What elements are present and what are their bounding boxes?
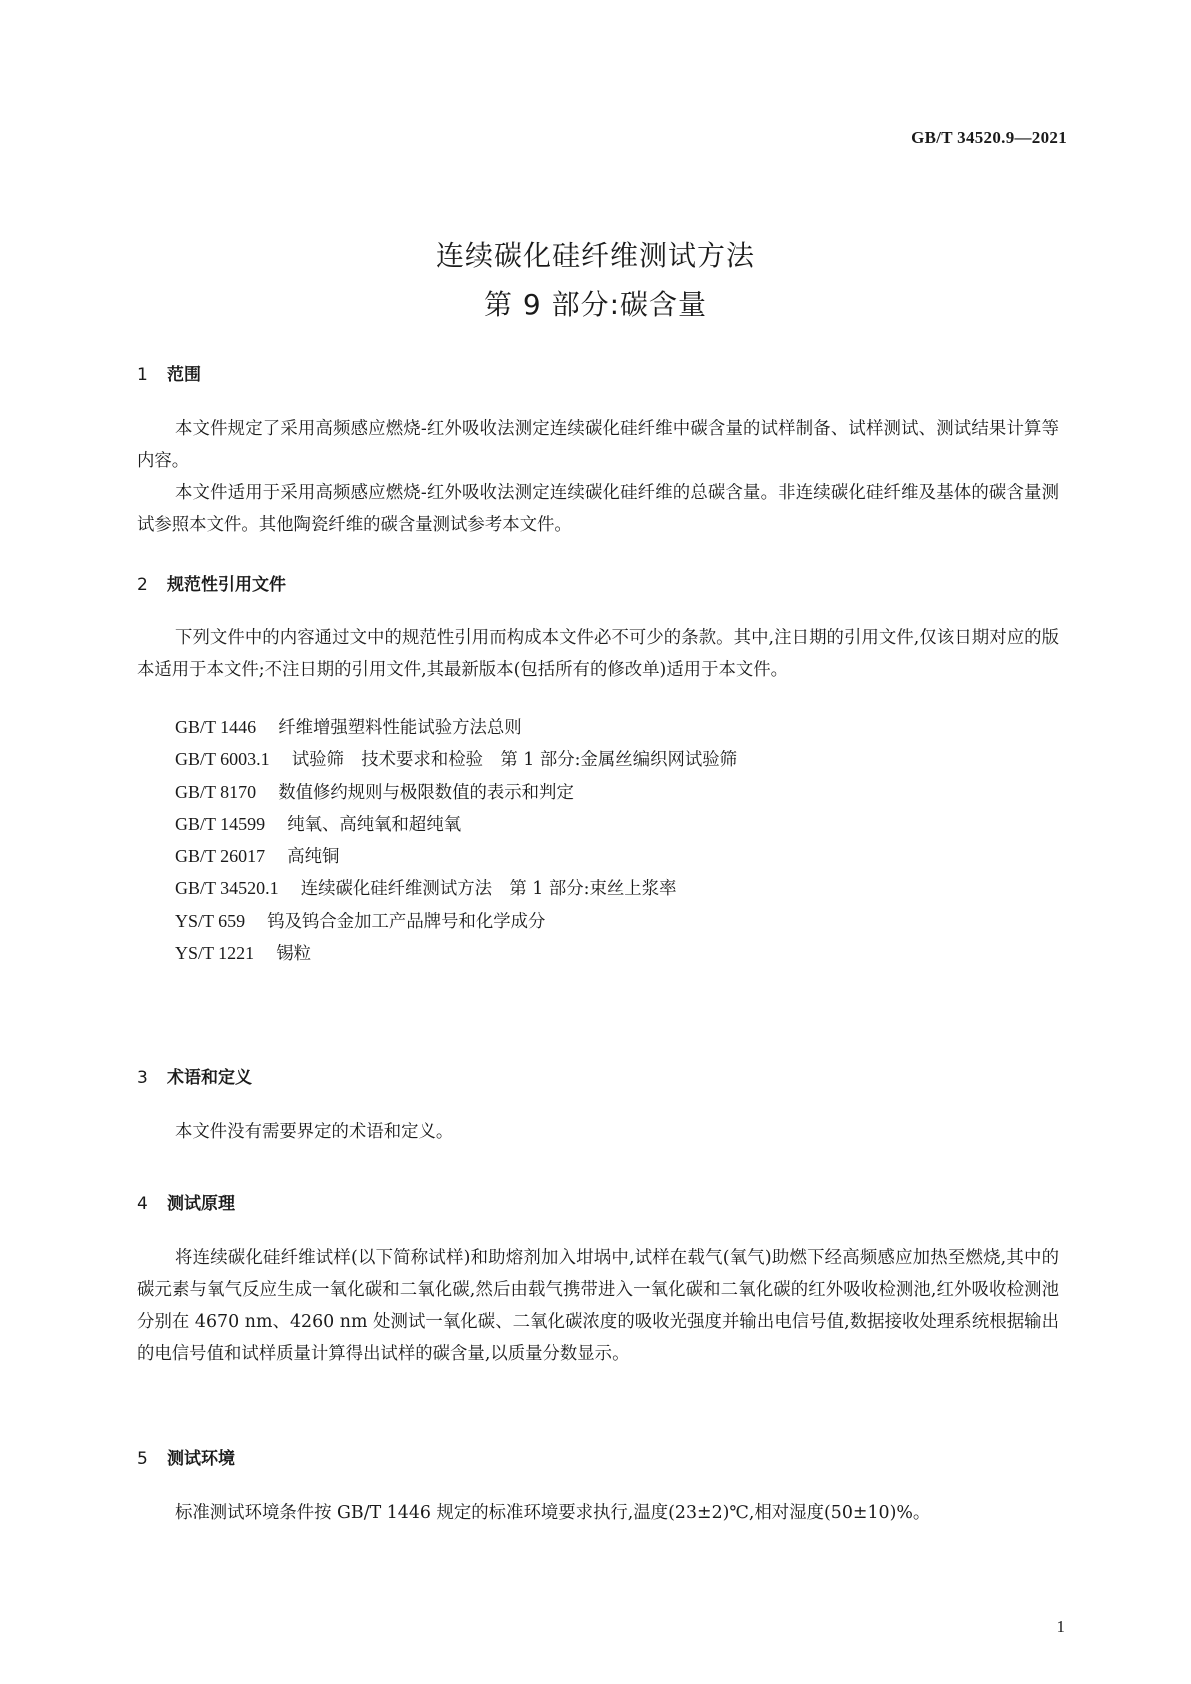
section-number: 5	[137, 1449, 148, 1469]
section-2-paragraph-1: 下列文件中的内容通过文中的规范性引用而构成本文件必不可少的条款。其中,注日期的引用文件,仅该日期对应的版本适用于本文件;不注日期的引用文件,其最新版本(包括所有的修改单)适用于本文件。	[137, 628, 1059, 680]
section-5-paragraph-1: 标准测试环境条件按 GB/T 1446 规定的标准环境要求执行,温度(23±2)℃,相对湿度(50±10)%。	[175, 1503, 931, 1523]
reference-item	[175, 711, 737, 743]
reference-item	[175, 937, 737, 969]
reference-code: GB/T 26017	[175, 846, 266, 867]
section-3-heading	[137, 1063, 252, 1088]
section-4-heading	[137, 1189, 235, 1214]
section-4-paragraph-1: 将连续碳化硅纤维试样(以下简称试样)和助熔剂加入坩埚中,试样在载气(氧气)助燃下经高频感应加热至燃烧,其中的碳元素与氧气反应生成一氧化碳和二氧化碳,然后由载气携带进入一氧化碳和二氧化碳的红外吸收检测池,红外吸收检测池分别在 4670 nm、4260 nm 处测试一氧化碳、二氧化碳浓度的吸收光强度并输出电信号值,数据接收处理系统根据输出的电信号值和试样质量计算得出试样的碳含量,以质量分数显示。	[137, 1248, 1059, 1364]
reference-title: 纤维增强塑料性能试验方法总则	[278, 718, 522, 738]
reference-title: 钨及钨合金加工产品牌号和化学成分	[267, 911, 546, 932]
section-5-heading	[137, 1444, 235, 1469]
section-title: 测试原理	[167, 1194, 235, 1214]
reference-title: 纯氧、高纯氧和超纯氧	[287, 814, 462, 835]
reference-item	[175, 905, 737, 937]
section-number: 2	[137, 575, 148, 595]
reference-title: 锡粒	[276, 944, 311, 965]
reference-item	[175, 743, 737, 775]
section-title: 术语和定义	[167, 1068, 252, 1088]
reference-item	[175, 840, 737, 872]
reference-title: 数值修约规则与极限数值的表示和判定	[278, 782, 574, 803]
normative-references-list	[175, 711, 737, 969]
section-number: 1	[137, 365, 148, 385]
section-1-paragraph-2: 本文件适用于采用高频感应燃烧-红外吸收法测定连续碳化硅纤维的总碳含量。非连续碳化硅纤维及基体的碳含量测试参照本文件。其他陶瓷纤维的碳含量测试参考本文件。	[137, 483, 1059, 535]
section-number: 3	[137, 1068, 148, 1088]
section-1-heading	[137, 360, 201, 385]
reference-code: GB/T 34520.1	[175, 878, 279, 899]
document-title-line2: 第 9 部分:碳含量	[483, 288, 708, 321]
reference-item	[175, 776, 737, 808]
reference-code: GB/T 1446	[175, 717, 257, 737]
section-title: 范围	[167, 365, 201, 385]
standard-number: GB/T 34520.9—2021	[911, 128, 1067, 147]
section-3-paragraph-1: 本文件没有需要界定的术语和定义。	[175, 1122, 454, 1142]
reference-title: 试验筛 技术要求和检验 第 1 部分:金属丝编织网试验筛	[291, 750, 738, 771]
section-title: 测试环境	[167, 1449, 235, 1469]
page-number: 1	[1056, 1617, 1065, 1636]
reference-title: 连续碳化硅纤维测试方法 第 1 部分:束丝上浆率	[300, 879, 677, 900]
reference-item	[175, 872, 737, 904]
section-title: 规范性引用文件	[167, 575, 286, 595]
reference-code: YS/T 659	[175, 910, 246, 931]
reference-title: 高纯铜	[287, 847, 340, 868]
document-title-line1: 连续碳化硅纤维测试方法	[435, 239, 755, 272]
section-2-heading	[137, 570, 286, 595]
section-1-paragraph-1: 本文件规定了采用高频感应燃烧-红外吸收法测定连续碳化硅纤维中碳含量的试样制备、试样测试、测试结果计算等内容。	[137, 419, 1059, 471]
reference-code: GB/T 8170	[175, 781, 257, 802]
section-number: 4	[137, 1194, 148, 1214]
reference-code: GB/T 14599	[175, 813, 266, 834]
reference-code: YS/T 1221	[175, 943, 255, 964]
reference-item	[175, 808, 737, 840]
reference-code: GB/T 6003.1	[175, 749, 270, 770]
